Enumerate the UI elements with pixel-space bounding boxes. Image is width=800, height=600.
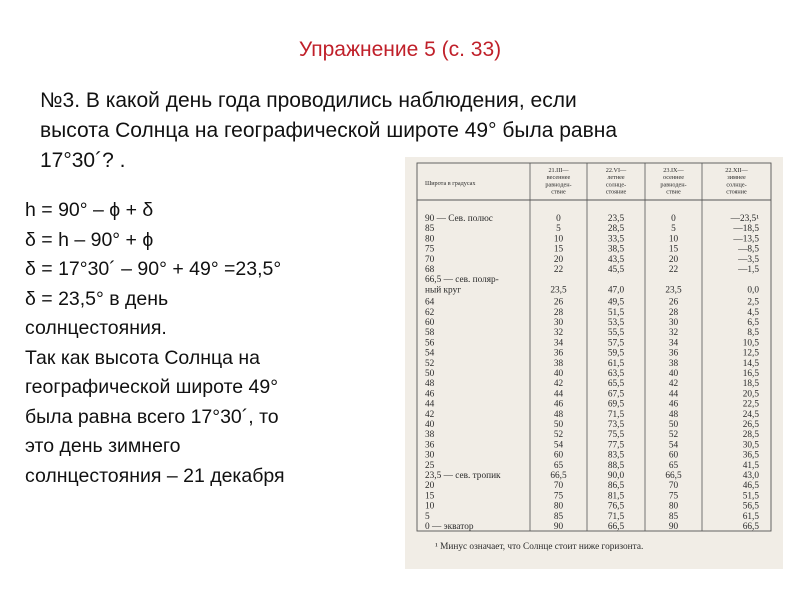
header-cell: ствие bbox=[551, 188, 566, 196]
table-cell: 41,5 bbox=[742, 460, 759, 471]
header-cell: зимнее bbox=[727, 174, 746, 182]
table-cell: —18,5 bbox=[733, 224, 759, 235]
table-cell: 69,5 bbox=[607, 399, 625, 410]
header-cell: равноден- bbox=[660, 181, 687, 189]
table-cell: 60 bbox=[668, 450, 679, 461]
solution-line: δ = 23,5° в день bbox=[25, 287, 169, 310]
table-cell-latitude: 36 bbox=[425, 440, 435, 451]
table-cell-latitude: 50 bbox=[425, 369, 435, 379]
formula-line: δ = 17°30´ – 90° + 49° =23,5° bbox=[25, 258, 282, 280]
formula-line: δ = h – 90° + ϕ bbox=[25, 228, 154, 251]
table-cell: 71,5 bbox=[607, 409, 625, 420]
table-cell: 46 bbox=[668, 399, 679, 410]
table-cell: 38 bbox=[553, 358, 564, 369]
table-cell: 81,5 bbox=[607, 491, 625, 502]
table-cell-latitude: 0 — экватор bbox=[425, 522, 474, 532]
table-cell: 90 bbox=[668, 522, 679, 532]
table-cell: 67,5 bbox=[607, 389, 625, 400]
table-cell: —23,5¹ bbox=[730, 214, 759, 224]
table-cell: 2,5 bbox=[747, 297, 759, 308]
table-cell: 53,5 bbox=[607, 318, 625, 328]
table-cell: 66,5 bbox=[607, 522, 625, 532]
table-cell: 71,5 bbox=[607, 511, 625, 522]
table-cell-latitude: 42 bbox=[425, 409, 435, 420]
table-cell: —8,5 bbox=[738, 244, 759, 255]
table-cell: 48 bbox=[553, 409, 564, 420]
header-cell: 23.IX— bbox=[663, 167, 684, 174]
table-cell: 83,5 bbox=[607, 450, 625, 461]
header-cell: 22.XII— bbox=[725, 167, 748, 174]
table-cell: 23,5 bbox=[665, 285, 682, 296]
header-cell: Широта в градусах bbox=[425, 180, 476, 187]
slide-title: Упражнение 5 (с. 33) bbox=[298, 38, 502, 61]
table-cell-latitude: 48 bbox=[425, 379, 435, 390]
header-cell: 22.VI— bbox=[605, 167, 627, 174]
table-cell-latitude: 44 bbox=[425, 399, 435, 410]
table-cell: 5 bbox=[556, 224, 561, 235]
table-cell: 63,5 bbox=[607, 369, 625, 379]
table-cell: 20 bbox=[668, 254, 679, 265]
table-cell: 18,5 bbox=[742, 379, 759, 390]
solution-line: географической широте 49° bbox=[25, 376, 279, 398]
solution-line: Так как высота Солнца на bbox=[25, 346, 261, 369]
table-cell: 85 bbox=[668, 511, 679, 522]
header-cell: летнее bbox=[607, 174, 625, 182]
table-cell-latitude: 52 bbox=[425, 358, 435, 369]
table-cell: 54 bbox=[553, 440, 564, 451]
table-cell: 22 bbox=[668, 265, 679, 275]
table-cell-latitude: 5 bbox=[425, 511, 430, 522]
table-cell-latitude: 80 bbox=[425, 234, 435, 245]
table-cell: 22 bbox=[553, 265, 564, 275]
table-cell: 52 bbox=[553, 430, 564, 441]
header-cell: стояние bbox=[605, 188, 627, 196]
table-cell-latitude: 54 bbox=[425, 348, 435, 359]
table-cell-latitude: 40 bbox=[425, 420, 435, 430]
table-cell: 51,5 bbox=[607, 307, 625, 318]
table-cell: 36,5 bbox=[742, 450, 759, 461]
table-cell: 20 bbox=[553, 254, 564, 265]
table-cell-latitude: 75 bbox=[425, 244, 435, 255]
table-cell: 43,5 bbox=[607, 254, 625, 265]
table-cell: 60 bbox=[553, 450, 564, 461]
table-cell: 32 bbox=[553, 328, 564, 339]
table-cell: —13,5 bbox=[733, 234, 759, 245]
table-cell: 66,5 bbox=[550, 471, 567, 481]
table-cell: 30 bbox=[553, 318, 564, 328]
table-cell: 70 bbox=[553, 481, 564, 492]
question-line: высота Солнца на географической широте 49° была равна bbox=[40, 119, 617, 142]
table-cell: 76,5 bbox=[607, 501, 625, 512]
table-cell-latitude: 68 bbox=[425, 265, 435, 275]
table-cell: 20,5 bbox=[742, 389, 759, 400]
table-cell: 10,5 bbox=[742, 338, 759, 349]
sun-altitude-table bbox=[405, 157, 783, 569]
table-cell: 10 bbox=[668, 234, 679, 245]
table-cell: 6,5 bbox=[747, 318, 759, 328]
table-cell: 80 bbox=[668, 501, 679, 512]
table-cell: 47,0 bbox=[607, 285, 625, 296]
header-cell: солнце- bbox=[726, 181, 747, 189]
table-cell: 43,0 bbox=[742, 471, 759, 481]
table-cell: 5 bbox=[671, 224, 676, 235]
table-cell: 28 bbox=[553, 307, 564, 318]
table-cell: 90,0 bbox=[607, 471, 625, 481]
table-cell: 14,5 bbox=[742, 358, 759, 369]
solution-text bbox=[25, 196, 395, 491]
table-cell: 65 bbox=[668, 460, 679, 471]
table-cell-latitude: 64 bbox=[425, 297, 435, 308]
table-cell-latitude: 60 bbox=[425, 318, 435, 328]
table-cell-latitude: 38 bbox=[425, 430, 435, 441]
table-cell: 32 bbox=[668, 328, 679, 339]
table-cell-latitude: 30 bbox=[425, 450, 435, 461]
header-cell: 21.III— bbox=[548, 167, 569, 174]
table-cell: 61,5 bbox=[607, 358, 625, 369]
table-cell: 46 bbox=[553, 399, 564, 410]
table-cell: —1,5 bbox=[738, 265, 759, 275]
table-cell: 4,5 bbox=[747, 307, 759, 318]
header-cell: весеннее bbox=[546, 174, 571, 182]
table-cell: 50 bbox=[668, 420, 679, 430]
table-cell: 45,5 bbox=[607, 265, 625, 275]
table-cell: 42 bbox=[553, 379, 564, 390]
table-cell: 44 bbox=[668, 389, 679, 400]
table-cell: 38 bbox=[668, 358, 679, 369]
table-cell-latitude: 58 bbox=[425, 328, 435, 339]
table-cell-latitude: 56 bbox=[425, 338, 435, 349]
table-cell: 56,5 bbox=[742, 501, 759, 512]
table-cell: 66,5 bbox=[742, 522, 759, 532]
table-cell-latitude: 85 bbox=[425, 224, 435, 235]
table-footnote: ¹ Минус означает, что Солнце стоит ниже горизонта. bbox=[435, 542, 644, 552]
table-cell: 23,5 bbox=[550, 285, 567, 296]
header-cell: ствие bbox=[666, 188, 681, 196]
table-cell: 88,5 bbox=[607, 460, 625, 471]
table-cell: 75,5 bbox=[607, 430, 625, 441]
table-cell: 28 bbox=[668, 307, 679, 318]
table-cell: 36 bbox=[668, 348, 679, 359]
header-cell: солнце- bbox=[605, 181, 627, 189]
table-cell: 48 bbox=[668, 409, 679, 420]
table-cell: 0,0 bbox=[747, 285, 759, 296]
table-cell: 24,5 bbox=[742, 409, 759, 420]
table-cell: 75 bbox=[668, 491, 679, 502]
question-line: 17°30´? . bbox=[40, 149, 126, 172]
solution-line: солнцестояния – 21 декабря bbox=[25, 464, 285, 487]
table-cell: 55,5 bbox=[607, 328, 625, 339]
table-cell: 28,5 bbox=[742, 430, 759, 441]
table-cell: 42 bbox=[668, 379, 679, 390]
table-cell: 30 bbox=[668, 318, 679, 328]
table-cell: 65,5 bbox=[607, 379, 625, 390]
table-cell: 34 bbox=[553, 338, 564, 349]
table-cell: 0 bbox=[556, 214, 561, 224]
table-cell: 50 bbox=[553, 420, 564, 430]
table-cell-latitude: 25 bbox=[425, 460, 435, 471]
table-cell: 8,5 bbox=[747, 328, 759, 339]
solution-line: солнцестояния. bbox=[25, 317, 167, 339]
table-cell: 28,5 bbox=[607, 224, 625, 235]
solution-line: это день зимнего bbox=[25, 435, 181, 457]
table-cell: 12,5 bbox=[742, 348, 759, 359]
table-cell-latitude: 10 bbox=[425, 501, 435, 512]
header-cell: стояние bbox=[726, 188, 747, 196]
table-cell: 57,5 bbox=[607, 338, 625, 349]
table-cell: 15 bbox=[668, 244, 679, 255]
table-cell: 90 bbox=[553, 522, 564, 532]
header-cell: осеннее bbox=[663, 174, 684, 182]
table-cell: 59,5 bbox=[607, 348, 625, 359]
table-cell: 85 bbox=[553, 511, 564, 522]
table-cell: 54 bbox=[668, 440, 679, 451]
table-cell: 26 bbox=[668, 297, 679, 308]
table-cell: 49,5 bbox=[607, 297, 625, 308]
table-cell: 30,5 bbox=[742, 440, 759, 451]
table-cell: 23,5 bbox=[607, 214, 625, 224]
table-cell: 46,5 bbox=[742, 481, 759, 492]
table-cell-latitude: 66,5 — сев. поляр- bbox=[425, 275, 499, 286]
table-cell: 52 bbox=[668, 430, 679, 441]
table-cell-latitude: 90 — Сев. полюс bbox=[425, 214, 493, 224]
table-cell: 66,5 bbox=[665, 471, 682, 481]
table-cell-latitude: ный круг bbox=[425, 285, 462, 296]
table-cell: 10 bbox=[553, 234, 564, 245]
table-cell: 15 bbox=[553, 244, 564, 255]
table-cell: 33,5 bbox=[607, 234, 625, 245]
table-cell: 65 bbox=[553, 460, 564, 471]
header-cell: равноден- bbox=[545, 181, 572, 189]
table-cell: 0 bbox=[671, 214, 676, 224]
table-cell: 36 bbox=[553, 348, 564, 359]
table-cell: 44 bbox=[553, 389, 564, 400]
table-cell: 73,5 bbox=[607, 420, 625, 430]
solution-line: была равна всего 17°30´, то bbox=[25, 405, 279, 428]
table-cell: 16,5 bbox=[742, 369, 759, 379]
table-cell-latitude: 46 bbox=[425, 389, 435, 400]
formula-line: h = 90° – ϕ + δ bbox=[25, 199, 154, 221]
table-cell: 61,5 bbox=[742, 511, 759, 522]
table-cell: 75 bbox=[553, 491, 564, 502]
table-cell: 22,5 bbox=[742, 399, 759, 410]
question-line: №3. В какой день года проводились наблюдения, если bbox=[40, 89, 577, 112]
table-cell: 34 bbox=[668, 338, 679, 349]
table-cell: 86,5 bbox=[607, 481, 625, 492]
table-cell-latitude: 23,5 — сев. тропик bbox=[425, 471, 501, 481]
table-cell: 26,5 bbox=[742, 420, 759, 430]
table-cell-latitude: 62 bbox=[425, 307, 435, 318]
table-cell: 40 bbox=[668, 369, 679, 379]
table-cell: 77,5 bbox=[607, 440, 625, 451]
table-cell: —3,5 bbox=[738, 254, 759, 265]
table-cell: 80 bbox=[553, 501, 564, 512]
table-cell-latitude: 20 bbox=[425, 481, 435, 492]
table-cell: 26 bbox=[553, 297, 564, 308]
table-cell: 38,5 bbox=[607, 244, 625, 255]
table-cell-latitude: 70 bbox=[425, 254, 435, 265]
table-cell: 40 bbox=[553, 369, 564, 379]
sun-altitude-table-scan bbox=[405, 157, 783, 569]
table-cell-latitude: 15 bbox=[425, 491, 435, 502]
table-cell: 51,5 bbox=[742, 491, 759, 502]
table-cell: 70 bbox=[668, 481, 679, 492]
